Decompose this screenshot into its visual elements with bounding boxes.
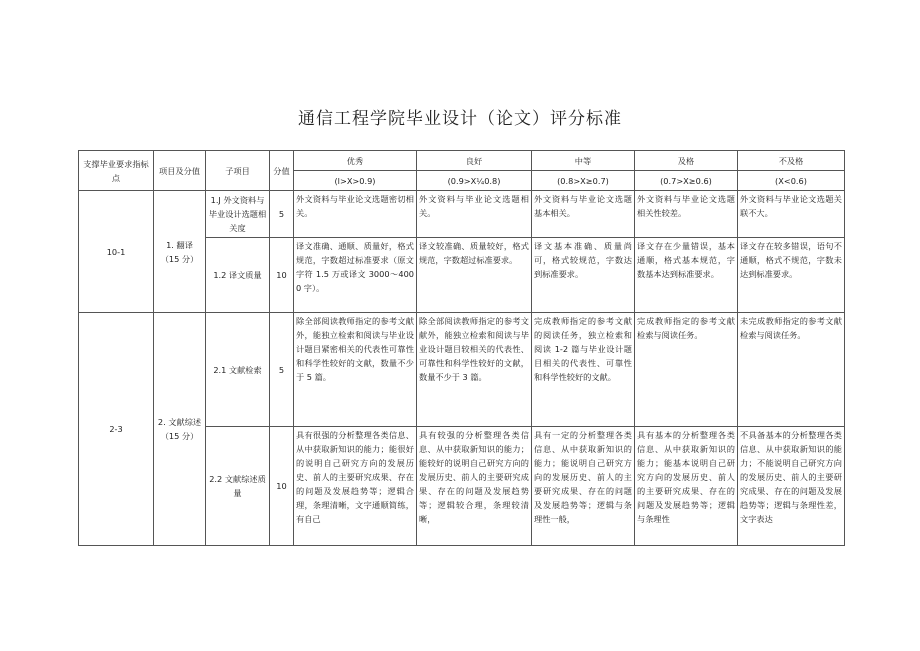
header-range-fail: (X<0.6) [738,171,845,191]
subitem-cell: 1.J 外文资料与毕业设计选题相关度 [206,191,270,238]
criteria-cell: 外文资料与毕业论文选题密切相关。 [294,191,417,238]
criteria-cell: 译文基本准确、质量尚可，格式较规范，字数达到标准要求。 [532,238,635,313]
criteria-cell: 外文资料与毕业论文选题相关。 [417,191,532,238]
score-cell: 5 [270,191,294,238]
header-grade-fail: 不及格 [738,151,845,171]
header-subitem: 子项目 [206,151,270,191]
criteria-cell: 除全部阅读教师指定的参考文献外，能独立检索和阅读与毕业设计题目较相关的代表性、可靠性和科学性较好的文献，数量不少于 3 篇。 [417,313,532,427]
header-score: 分值 [270,151,294,191]
score-cell: 10 [270,238,294,313]
header-grade-good: 良好 [417,151,532,171]
header-range-pass: (0.7>X≥0.6) [635,171,738,191]
criteria-cell: 译文存在较多错误，语句不通顺，格式不规范，字数未达到标准要求。 [738,238,845,313]
criteria-cell: 具有一定的分析整理各类信息、从中获取新知识的能力；能说明自己研究方向的发展历史、前人的主要研究成果、存在的问题及发展趋势等；逻辑与条理性一般， [532,427,635,546]
criteria-cell: 完成教师指定的参考文献的阅读任务，独立检索和阅读 1-2 篇与毕业设计题目相关的代表性、可靠性和科学性较好的文献。 [532,313,635,427]
criteria-cell: 译文较准确、质量较好，格式规范，字数超过标准要求。 [417,238,532,313]
criteria-cell: 除全部阅读教师指定的参考文献外，能独立检索和阅读与毕业设计题目紧密相关的代表性可靠性和科学性较好的文献，数量不少于 5 篇。 [294,313,417,427]
header-grade-pass: 及格 [635,151,738,171]
subitem-cell: 2.1 文献检索 [206,313,270,427]
criteria-cell: 外文资料与毕业论文选题关联不大。 [738,191,845,238]
header-grade-excellent: 优秀 [294,151,417,171]
score-cell: 10 [270,427,294,546]
criteria-cell: 具有基本的分析整理各类信息、从中获取新知识的能力；能基本说明自己研究方向的发展历史、前人的主要研究成果、存在的问题及发展趋势等；逻辑与条理性 [635,427,738,546]
criteria-cell: 不具备基本的分析整理各类信息、从中获取新知识的能力；不能说明自己研究方向的发展历史、前人的主要研究成果、存在的问题及发展趋势等；逻辑与条理性差，文字表达 [738,427,845,546]
score-cell: 5 [270,313,294,427]
subitem-cell: 1.2 译文质量 [206,238,270,313]
criteria-cell: 具有较强的分析整理各类信息、从中获取新知识的能力；能较好的说明自己研究方向的发展历史、前人的主要研究成果、存在的问题及发展趋势等；逻辑较合理，条理较清晰， [417,427,532,546]
criteria-cell: 具有很强的分析整理各类信息、从中获取新知识的能力；能很好的说明自己研究方向的发展历史、前人的主要研究成果、存在的问题及发展趋势等；逻辑合理，条理清晰，文字通顺简练，有自己 [294,427,417,546]
table-row [79,191,845,238]
scoring-table [78,150,845,546]
table-row [79,313,845,427]
header-item: 项目及分值 [154,151,206,191]
criteria-cell: 译文准确、通顺、质量好，格式规范，字数超过标准要求（原文字符 1.5 万或译文 3000～4000 字）。 [294,238,417,313]
criteria-cell: 完成教师指定的参考文献检索与阅读任务。 [635,313,738,427]
header-row-grades [79,151,845,171]
subitem-cell: 2.2 文献综述质量 [206,427,270,546]
criteria-cell: 外文资料与毕业论文选题基本相关。 [532,191,635,238]
item-cell: 1. 翻译 （15 分） [154,191,206,313]
criteria-cell: 未完成教师指定的参考文献检索与阅读任务。 [738,313,845,427]
item-cell: 2. 文献综述 （15 分） [154,313,206,546]
header-grade-medium: 中等 [532,151,635,171]
page-title: 通信工程学院毕业设计（论文）评分标准 [298,109,622,129]
indicator-cell: 2-3 [79,313,154,546]
header-range-medium: (0.8>X≥0.7) [532,171,635,191]
header-range-good: (0.9>X¼0.8) [417,171,532,191]
indicator-cell: 10-1 [79,191,154,313]
header-range-excellent: (l>X>0.9) [294,171,417,191]
criteria-cell: 外文资料与毕业论文选题相关性较差。 [635,191,738,238]
header-indicator: 支撑毕业要求指标点 [79,151,154,191]
criteria-cell: 译文存在少量错误，基本通顺，格式基本规范，字数基本达到标准要求。 [635,238,738,313]
